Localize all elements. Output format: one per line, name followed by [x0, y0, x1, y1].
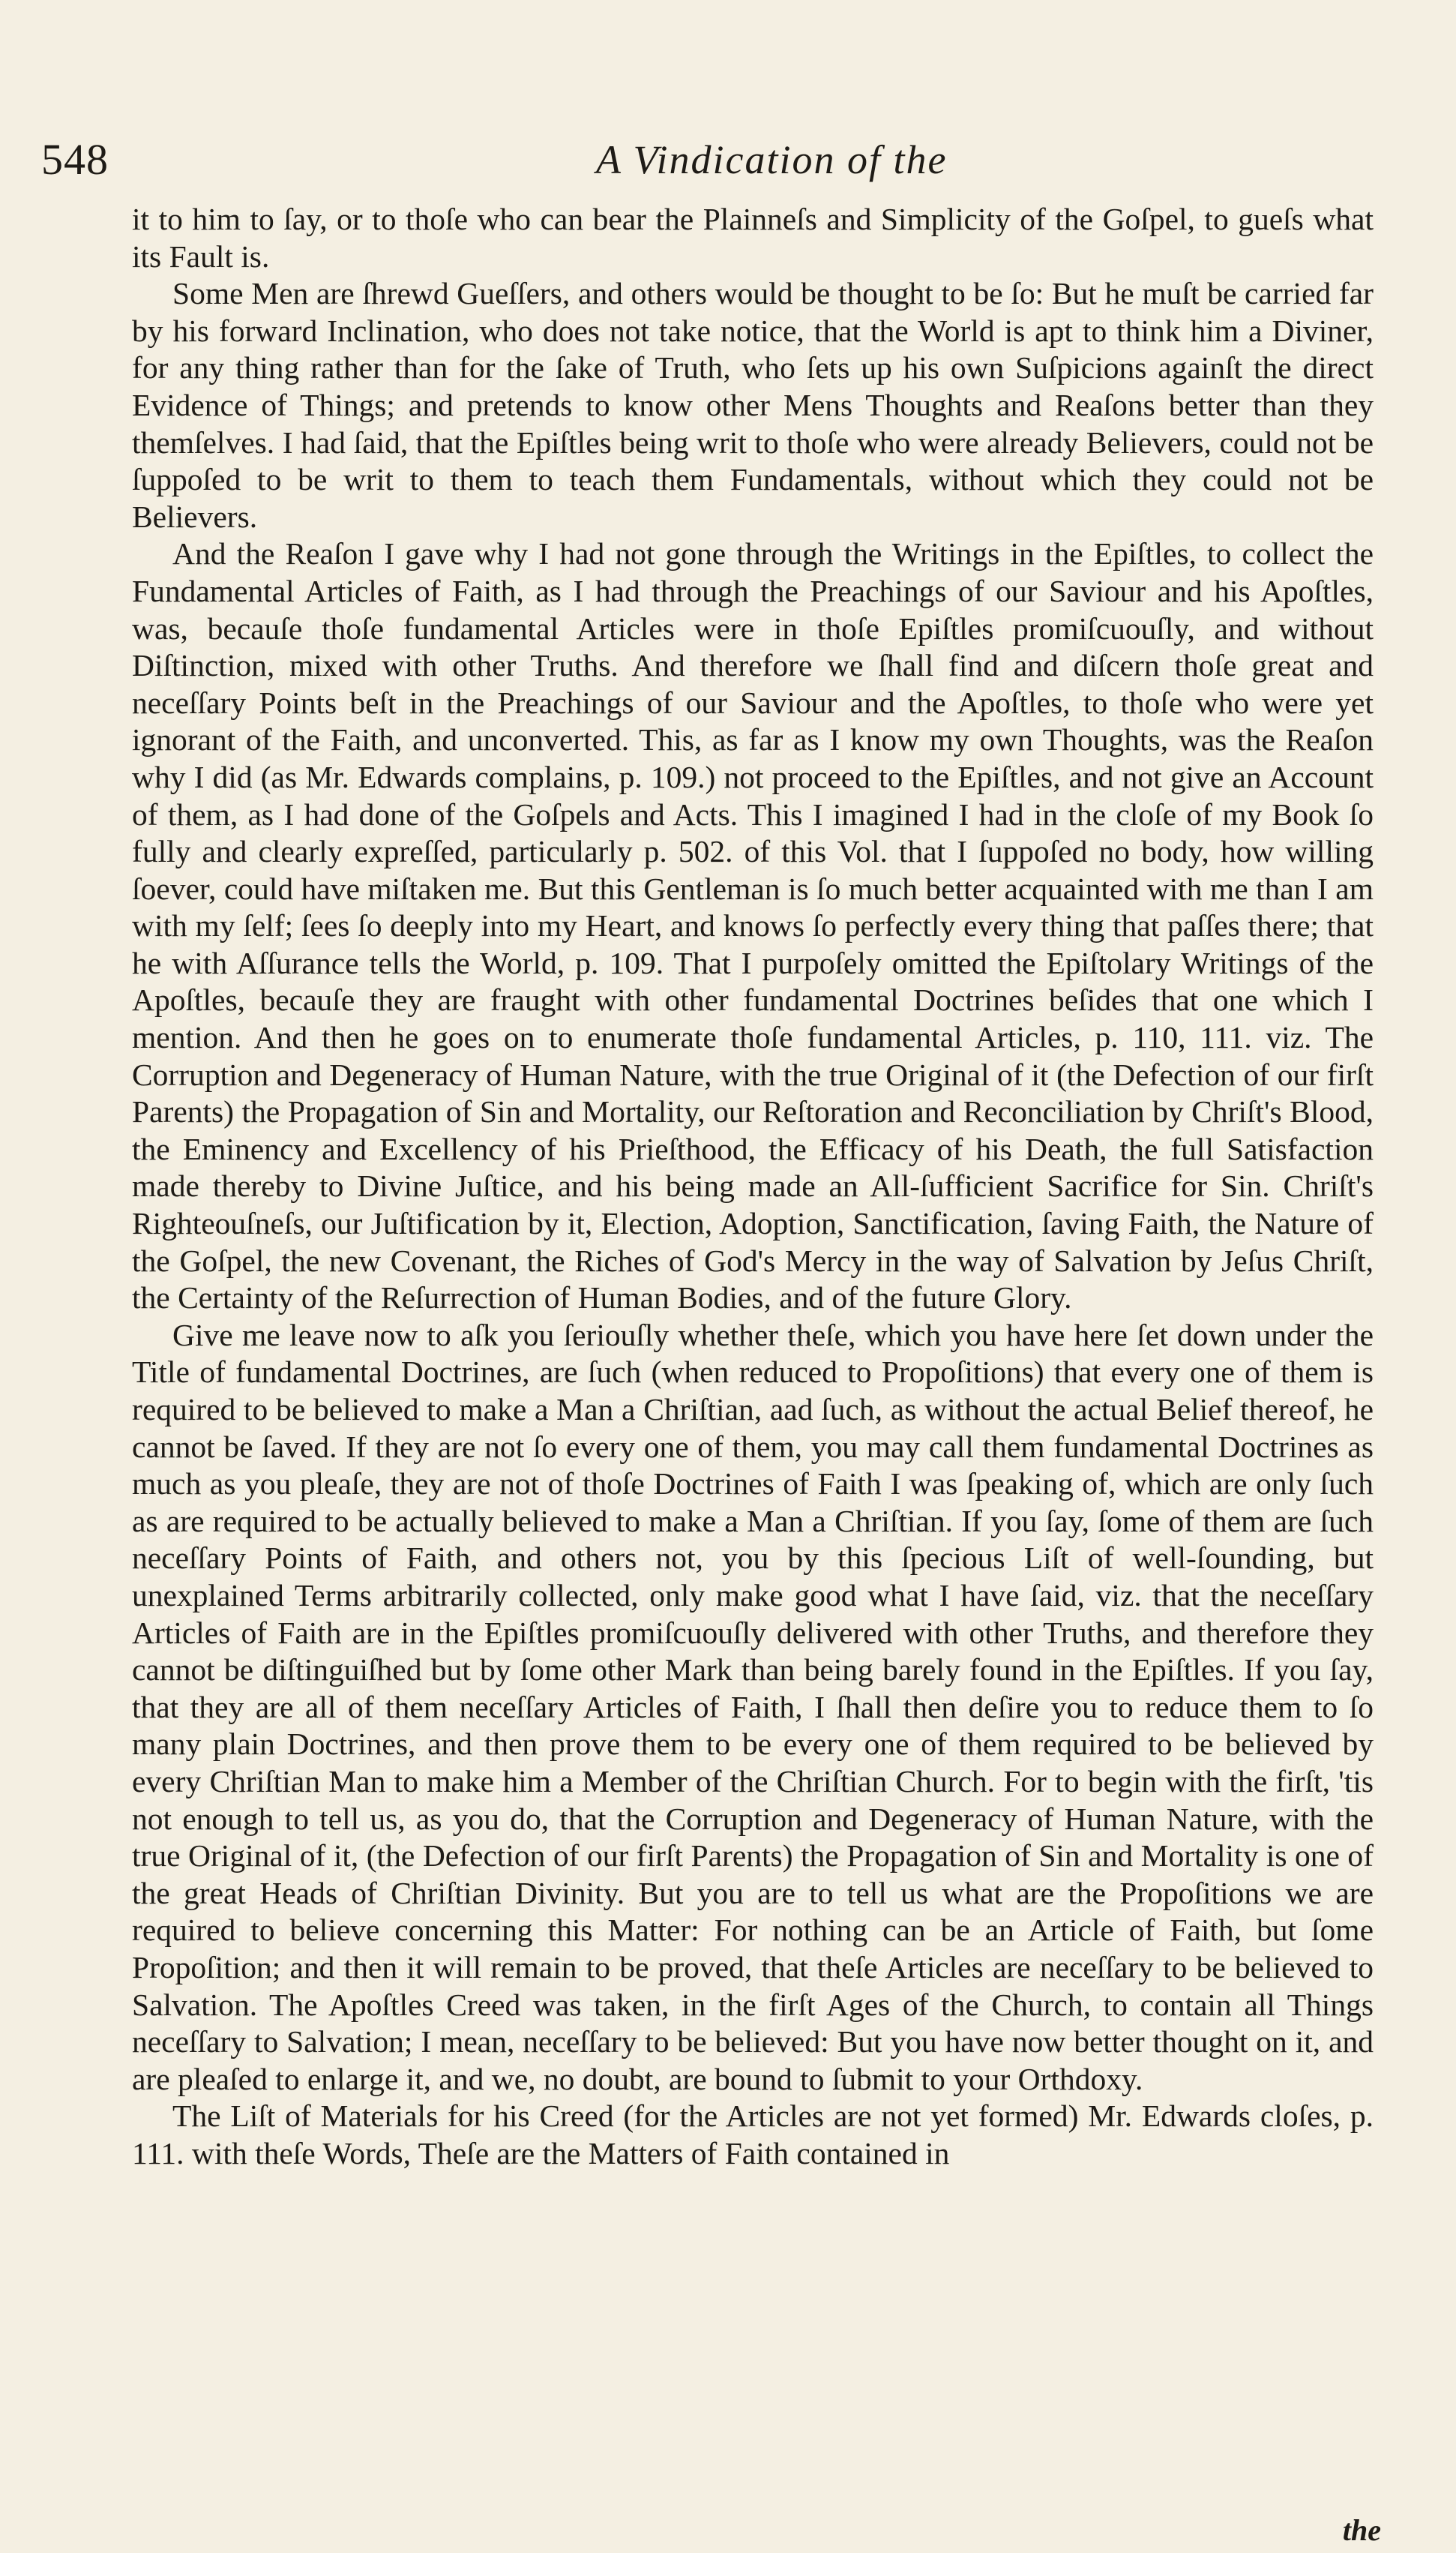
catchword: the: [1342, 2513, 1381, 2547]
page-number: 548: [41, 135, 109, 184]
paragraph-4: Give me leave now to aſk you ſeriouſly whether theſe, which you have here ſet down under the Title of fundamental Doctrines, are ſuch (when reduced to Propoſitions) that every one of them is required to be believed to make a Man a Chriſtian, aad ſuch, as without the actual Belief thereof, he cannot be ſaved. If they are not ſo every one of them, you may call them fundamental Doctrines as much as you pleaſe, they are not of thoſe Doctrines of Faith I was ſpeaking of, which are only ſuch as are required to be actually believed to make a Man a Chriſtian. If you ſay, ſome of them are ſuch neceſſary Points of Faith, and others not, you by this ſpecious Liſt of well-ſounding, but unexplained Terms arbitrarily collected, only make good what I have ſaid, viz. that the neceſſary Articles of Faith are in the Epiſtles promiſcuouſly delivered with other Truths, and therefore they cannot be diſtinguiſhed but by ſome other Mark than being barely found in the Epiſtles. If you ſay, that they are all of them neceſſary Articles of Faith, I ſhall then deſire you to reduce them to ſo many plain Doctrines, and then prove them to be every one of them required to be believed by every Chriſtian Man to make him a Member of the Chriſtian Church. For to begin with the firſt, 'tis not enough to tell us, as you do, that the Corruption and Degeneracy of Human Nature, with the true Original of it, (the Defection of our firſt Parents) the Propagation of Sin and Mortality is one of the great Heads of Chriſtian Divinity. But you are to tell us what are the Propoſitions we are required to believe concerning this Matter: For nothing can be an Article of Faith, but ſome Propoſition; and then it will remain to be proved, that theſe Articles are neceſſary to be believed to Salvation. The Apoſtles Creed was taken, in the firſt Ages of the Church, to contain all Things neceſſary to Salvation; I mean, neceſſary to be believed: But you have now better thought on it, and are pleaſed to enlarge it, and we, no doubt, are bound to ſubmit to your Orthdoxy.: [132, 1317, 1374, 2096]
paragraph-3: And the Reaſon I gave why I had not gone through the Writings in the Epiſtles, to collect the Fundamental Articles of Faith, as I had through the Preachings of our Saviour and his Apoſtles, was, becauſe thoſe fundamental Articles were in thoſe Epiſtles promiſcuouſly, and without Diſtinction, mixed with other Truths. And therefore we ſhall find and diſcern thoſe great and neceſſary Points beſt in the Preachings of our Saviour and the Apoſtles, to thoſe who were yet ignorant of the Faith, and unconverted. This, as far as I know my own Thoughts, was the Reaſon why I did (as Mr. Edwards complains, p. 109.) not proceed to the Epiſtles, and not give an Account of them, as I had done of the Goſpels and Acts. This I imagined I had in the cloſe of my Book ſo fully and clearly expreſſed, particularly p. 502. of this Vol. that I ſuppoſed no body, how willing ſoever, could have miſtaken me. But this Gentleman is ſo much better acquainted with me than I am with my ſelf; ſees ſo deeply into my Heart, and knows ſo perfectly every thing that paſſes there; that he with Aſſurance tells the World, p. 109. That I purpoſely omitted the Epiſtolary Writings of the Apoſtles, becauſe they are fraught with other fundamental Doctrines beſides that one which I mention. And then he goes on to enumerate thoſe fundamental Articles, p. 110, 111. viz. The Corruption and Degeneracy of Human Nature, with the true Original of it (the Defection of our firſt Parents) the Propagation of Sin and Mortality, our Reſtoration and Reconciliation by Chriſt's Blood, the Eminency and Excellency of his Prieſthood, the Efficacy of his Death, the full Satisfaction made thereby to Divine Juſtice, and his being made an All-ſufficient Sacrifice for Sin. Chriſt's Righteouſneſs, our Juſtification by it, Election, Adoption, Sanctification, ſaving Faith, the Nature of the Goſpel, the new Covenant, the Riches of God's Mercy in the way of Salvation by Jeſus Chriſt, the Certainty of the Reſurrection of Human Bodies, and of the future Glory.: [132, 536, 1374, 1316]
paragraph-5: The Liſt of Materials for his Creed (for the Articles are not yet formed) Mr. Edwards cloſes, p. 111. with theſe Words, Theſe are the Matters of Faith contained in: [132, 2098, 1374, 2170]
page-header: [41, 134, 1391, 186]
paragraph-2: Some Men are ſhrewd Gueſſers, and others would be thought to be ſo: But he muſt be carried far by his forward Inclination, who does not take notice, that the World is apt to think him a Diviner, for any thing rather than for the ſake of Truth, who ſets up his own Suſpicions againſt the direct Evidence of Things; and pretends to know other Mens Thoughts and Reaſons better than they themſelves. I had ſaid, that the Epiſtles being writ to thoſe who were already Believers, could not be ſuppoſed to be writ to them to teach them Fundamentals, without which they could not be Believers.: [132, 276, 1374, 534]
running-title: A Vindication of the: [596, 137, 948, 182]
body-text: [132, 201, 1374, 2172]
paragraph-1: it to him to ſay, or to thoſe who can bear the Plainneſs and Simplicity of the Goſpel, to gueſs what its Fault is.: [132, 202, 1374, 274]
